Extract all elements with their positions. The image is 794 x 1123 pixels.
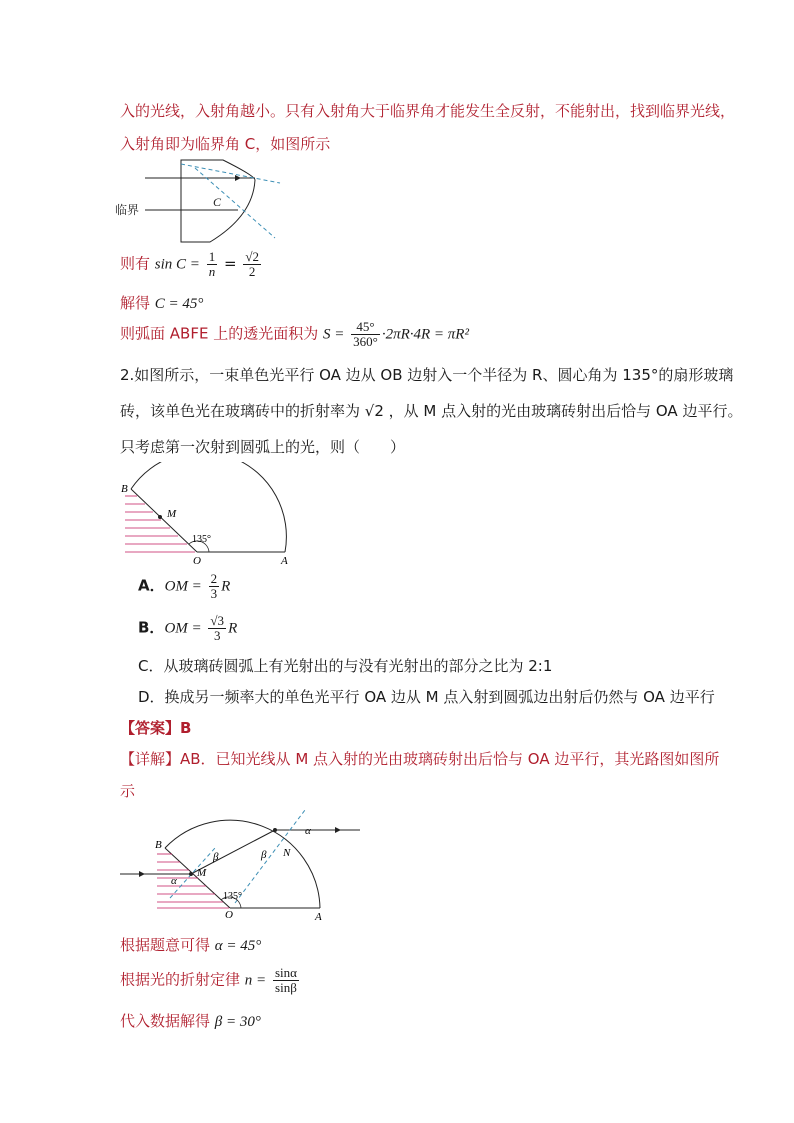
point-m-label: M <box>167 508 177 520</box>
equation-sin-c: 则有 sin C = $\frac{1}{n}$ = $\frac{√2}{2}$ <box>120 249 259 279</box>
fig3-point-b-label: B <box>155 839 162 851</box>
option-d: D．换成另一频率大的单色光平行 OA 边从 M 点入射到圆弧边出射后仍然与 OA 边平行 <box>138 688 715 706</box>
point-a-label: A <box>281 555 288 567</box>
light-path-figure <box>115 808 365 923</box>
question-line-2: 砖，该单色光在玻璃砖中的折射率为 √2 ，从 M 点入射的光由玻璃砖射出后恰与 OA 边平行。 <box>120 402 743 420</box>
fig3-point-a-label: A <box>315 911 322 923</box>
fig3-point-o-label: O <box>225 909 233 921</box>
equation-alpha: 根据题意可得 α = 45° <box>120 936 262 954</box>
angle-135-label: 135° <box>192 534 211 545</box>
question-line-3: 只考虑第一次射到圆弧上的光，则（ ） <box>120 438 406 456</box>
intro-line-1: 入的光线，入射角越小。只有入射角大于临界角才能发生全反射，不能射出，找到临界光线， <box>120 102 736 120</box>
fig3-alpha-left-label: α <box>171 875 177 887</box>
detail-line-1: 【详解】AB．已知光线从 M 点入射的光由玻璃砖射出后恰与 OA 边平行，其光路图如图所 <box>120 750 720 768</box>
intro-line-2: 入射角即为临界角 C，如图所示 <box>120 135 331 153</box>
detail-line-2: 示 <box>120 782 136 800</box>
fig3-beta-n-label: β <box>261 849 267 861</box>
option-a: A．OM = $\frac{2}{3}$ R <box>138 571 231 601</box>
critical-label: 临界 <box>115 203 140 217</box>
fig3-beta-m-label: β <box>213 851 219 863</box>
equation-snell: 根据光的折射定律 n = $\frac{\sin\alpha}{\sin\beta}$ <box>120 965 297 995</box>
fig3-angle-135-label: 135° <box>223 891 242 902</box>
equation-beta: 代入数据解得 β = 30° <box>120 1012 261 1030</box>
answer: 【答案】B <box>120 719 192 737</box>
equation-area: 则弧面 ABFE 上的透光面积为 S = $\frac{45^\circ}{360^\circ}$ ·2πR·4R = πR² <box>120 319 469 349</box>
angle-c-label: C <box>213 195 222 209</box>
fig3-point-m-label: M <box>197 867 207 879</box>
fig3-alpha-top-label: α <box>305 825 311 837</box>
option-c: C．从玻璃砖圆弧上有光射出的与没有光射出的部分之比为 2:1 <box>138 657 553 675</box>
option-b: B．OM = $\frac{√3}{3}$ R <box>138 613 238 643</box>
point-o-label: O <box>193 555 201 567</box>
critical-angle-figure <box>115 156 290 244</box>
point-b-label: B <box>121 483 128 495</box>
equation-c-result: 解得 C = 45° <box>120 294 204 312</box>
question-line-1: 2.如图所示，一束单色光平行 OA 边从 OB 边射入一个半径为 R、圆心角为 135°的扇形玻璃 <box>120 366 734 384</box>
fig3-point-n-label: N <box>283 847 291 859</box>
sector-figure <box>115 462 300 567</box>
